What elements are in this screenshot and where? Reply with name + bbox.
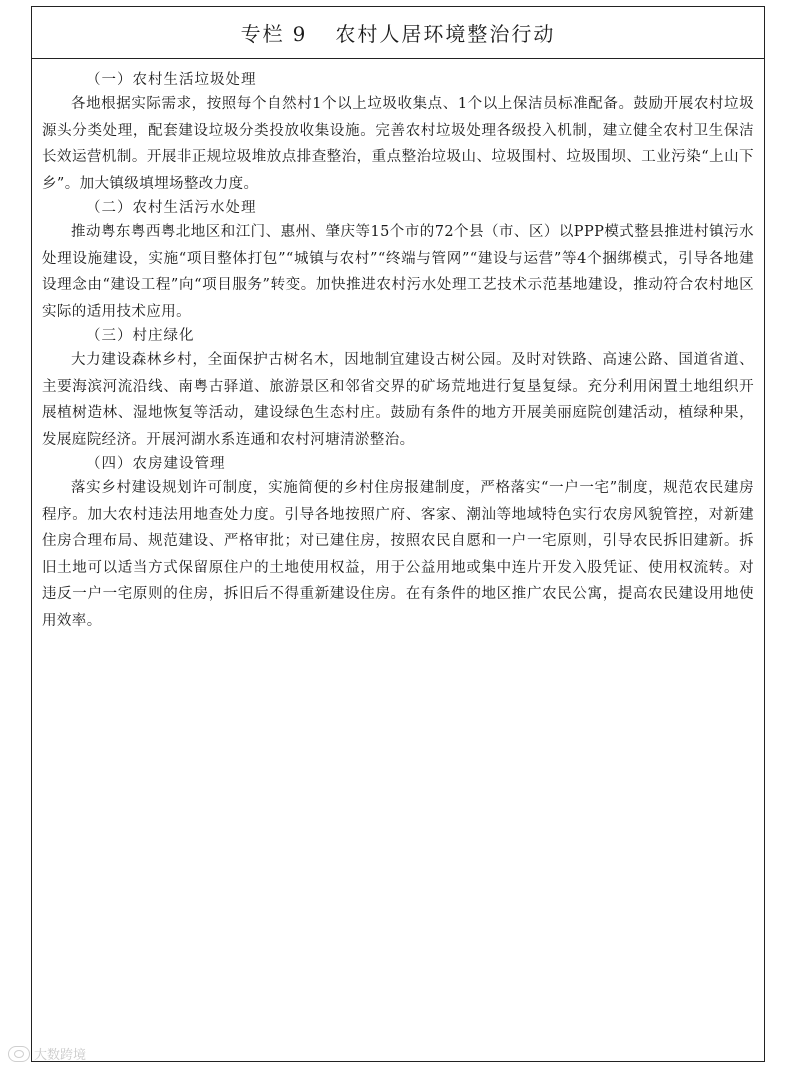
section-paragraph: 落实乡村建设规划许可制度，实施简便的乡村住房报建制度，严格落实“一户一宅”制度，规范农民建房程序。加大农村违法用地查处力度。引导各地按照广府、客家、潮汕等地域特色实行农房风貌管控，对新建住房合理布局、规范建设、严格审批；对已建住房，按照农民自愿和一户一宅原则，引导农民拆旧建新。拆旧土地可以适当方式保留原住户的土地使用权益，用于公益用地或集中连片开发入股凭证、使用权流转。对违反一户一宅原则的住房，拆旧后不得重新建设住房。在有条件的地区推广农民公寓，提高农民建设用地使用效率。 xyxy=(42,480,754,629)
watermark-logo-icon xyxy=(8,1046,30,1062)
title-prefix: 专栏 xyxy=(240,22,285,46)
section-paragraph: 推动粤东粤西粤北地区和江门、惠州、肇庆等15个市的72个县（市、区）以PPP模式整县推进村镇污水处理设施建设，实施“项目整体打包”“城镇与农村”“终端与管网”“建设与运营”等4个捆绑模式，引导各地建设理念由“建设工程”向“项目服务”转变。加快推进农村污水处理工艺技术示范基地建设，推动符合农村地区实际的适用技术应用。 xyxy=(42,224,754,320)
section-paragraph: 各地根据实际需求，按照每个自然村1个以上垃圾收集点、1个以上保洁员标准配备。鼓励开展农村垃圾源头分类处理，配套建设垃圾分类投放收集设施。完善农村垃圾处理各级投入机制，建立健全农村卫生保洁长效运营机制。开展非正规垃圾堆放点排查整治，重点整治垃圾山、垃圾围村、垃圾围坝、工业污染“上山下乡”。加大镇级填埋场整改力度。 xyxy=(42,96,754,192)
watermark-text: 大数跨境 xyxy=(34,1048,87,1063)
section-greening xyxy=(42,325,754,453)
title-text: 农村人居环境整治行动 xyxy=(335,22,556,46)
section-sewage xyxy=(42,197,754,325)
section-heading: （四）农房建设管理 xyxy=(86,456,226,472)
section-heading: （二）农村生活污水处理 xyxy=(86,200,257,216)
column-title-row xyxy=(32,7,764,59)
column-content xyxy=(32,59,764,634)
section-housing xyxy=(42,453,754,634)
section-paragraph: 大力建设森林乡村，全面保护古树名木，因地制宜建设古树公园。及时对铁路、高速公路、国道省道、主要海滨河流沿线、南粤古驿道、旅游景区和邻省交界的矿场荒地进行复垦复绿。充分利用闲置土地组织开展植树造林、湿地恢复等活动，建设绿色生态村庄。鼓励有条件的地方开展美丽庭院创建活动，植绿种果，发展庭院经济。开展河湖水系连通和农村河塘清淤整治。 xyxy=(42,352,754,448)
section-heading: （一）农村生活垃圾处理 xyxy=(86,72,257,88)
section-garbage xyxy=(42,69,754,197)
section-heading: （三）村庄绿化 xyxy=(86,328,195,344)
column-title xyxy=(241,18,556,47)
watermark xyxy=(8,1044,86,1063)
column-box xyxy=(31,6,765,1062)
title-number: 9 xyxy=(292,22,308,46)
